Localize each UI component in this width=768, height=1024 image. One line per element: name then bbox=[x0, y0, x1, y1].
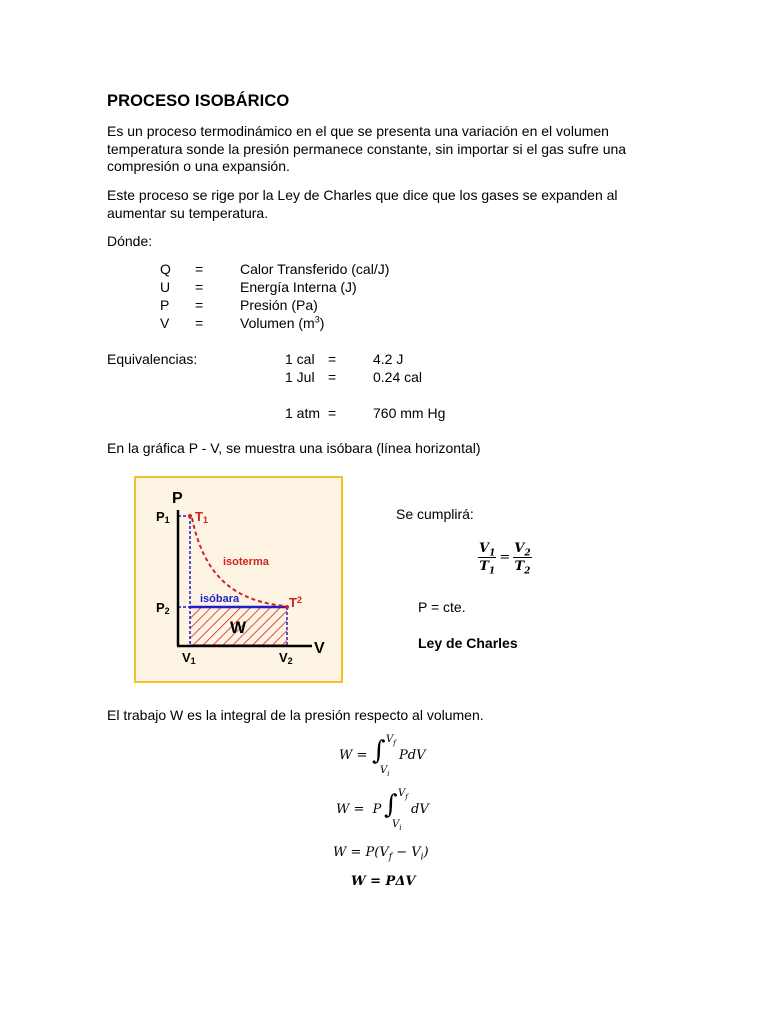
axis-p-label: P bbox=[172, 490, 183, 507]
ley-de-charles-label: Ley de Charles bbox=[418, 635, 518, 651]
charles-paragraph: Este proceso se rige por la Ley de Charles que dice que los gases se expanden al aumentar su temperatura. bbox=[107, 187, 618, 221]
var-symbol: Q bbox=[160, 261, 171, 277]
var-equals: = bbox=[195, 297, 204, 313]
work-integral-formula: W = ∫ $V_f$ $V_i$ PdV bbox=[339, 734, 426, 778]
equiv-equals: = bbox=[328, 405, 337, 421]
se-cumplira-label: Se cumplirá: bbox=[396, 506, 474, 522]
var-description: Volumen $(m^3)$ bbox=[240, 314, 325, 331]
equals-sign: = bbox=[499, 550, 511, 565]
work-delta-formula: W = PΔV bbox=[351, 874, 416, 889]
page-title: PROCESO ISOBÁRICO bbox=[107, 92, 290, 110]
var-description: Presión (Pa) bbox=[240, 297, 318, 313]
p-constant-label: P = cte. bbox=[418, 599, 466, 615]
var-equals: = bbox=[195, 315, 204, 331]
t2-label: $T^2$ bbox=[289, 595, 302, 610]
equivalencias-label: Equivalencias: bbox=[107, 351, 198, 367]
var-description: Energía Interna (J) bbox=[240, 279, 357, 295]
t1-label: T1 bbox=[195, 509, 208, 525]
fraction-v2-t2: $\frac{V_2}{T_2}$ bbox=[514, 541, 531, 577]
donde-label: Dónde: bbox=[107, 233, 153, 249]
equiv-left: 1 cal bbox=[285, 351, 315, 367]
var-equals: = bbox=[195, 261, 204, 277]
point-t1 bbox=[188, 514, 192, 518]
var-symbol: P bbox=[160, 297, 170, 313]
p1-label: P1 bbox=[156, 509, 170, 525]
work-pressure-integral-formula: W = P ∫ $V_f$ $V_i$ dV bbox=[336, 788, 429, 832]
equiv-right: 0.24 cal bbox=[373, 369, 423, 385]
v2-label: V2 bbox=[279, 650, 293, 666]
work-difference-formula: $W = P(V_f - V_i)$ bbox=[333, 845, 429, 863]
trabajo-sentence: El trabajo W es la integral de la presión respecto al volumen. bbox=[107, 707, 484, 723]
intro-paragraph: Es un proceso termodinámico en el que se presenta una variación en el volumen temperatura sonde la presión permanece constante, sin importar si el gas sufre una compresión o una expansión. bbox=[107, 123, 627, 174]
isobara-label: isóbara bbox=[200, 593, 240, 605]
equiv-left: 1 Jul bbox=[285, 369, 315, 385]
equiv-equals: = bbox=[328, 369, 337, 385]
grafica-sentence: En la gráfica P - V, se muestra una isóbara (línea horizontal) bbox=[107, 440, 481, 456]
var-description: Calor Transferido (cal/J) bbox=[240, 261, 390, 277]
equiv-equals: = bbox=[328, 351, 337, 367]
fraction-v1-t1: $\frac{V_1}{T_1}$ bbox=[479, 541, 496, 577]
equiv-right: 4.2 J bbox=[373, 351, 404, 367]
p2-label: P2 bbox=[156, 600, 170, 616]
axis-v-label: V bbox=[314, 640, 325, 657]
var-equals: = bbox=[195, 279, 204, 295]
equiv-left: 1 atm bbox=[285, 405, 321, 421]
pv-diagram bbox=[134, 476, 344, 684]
work-label: W bbox=[230, 618, 247, 637]
equiv-right: 760 mm Hg bbox=[373, 405, 446, 421]
diagram-frame bbox=[135, 477, 342, 682]
v1-label: V1 bbox=[182, 650, 196, 666]
var-symbol: U bbox=[160, 279, 171, 295]
var-symbol: V bbox=[160, 315, 170, 331]
isoterma-label: isoterma bbox=[223, 556, 269, 568]
charles-equation bbox=[478, 541, 532, 577]
